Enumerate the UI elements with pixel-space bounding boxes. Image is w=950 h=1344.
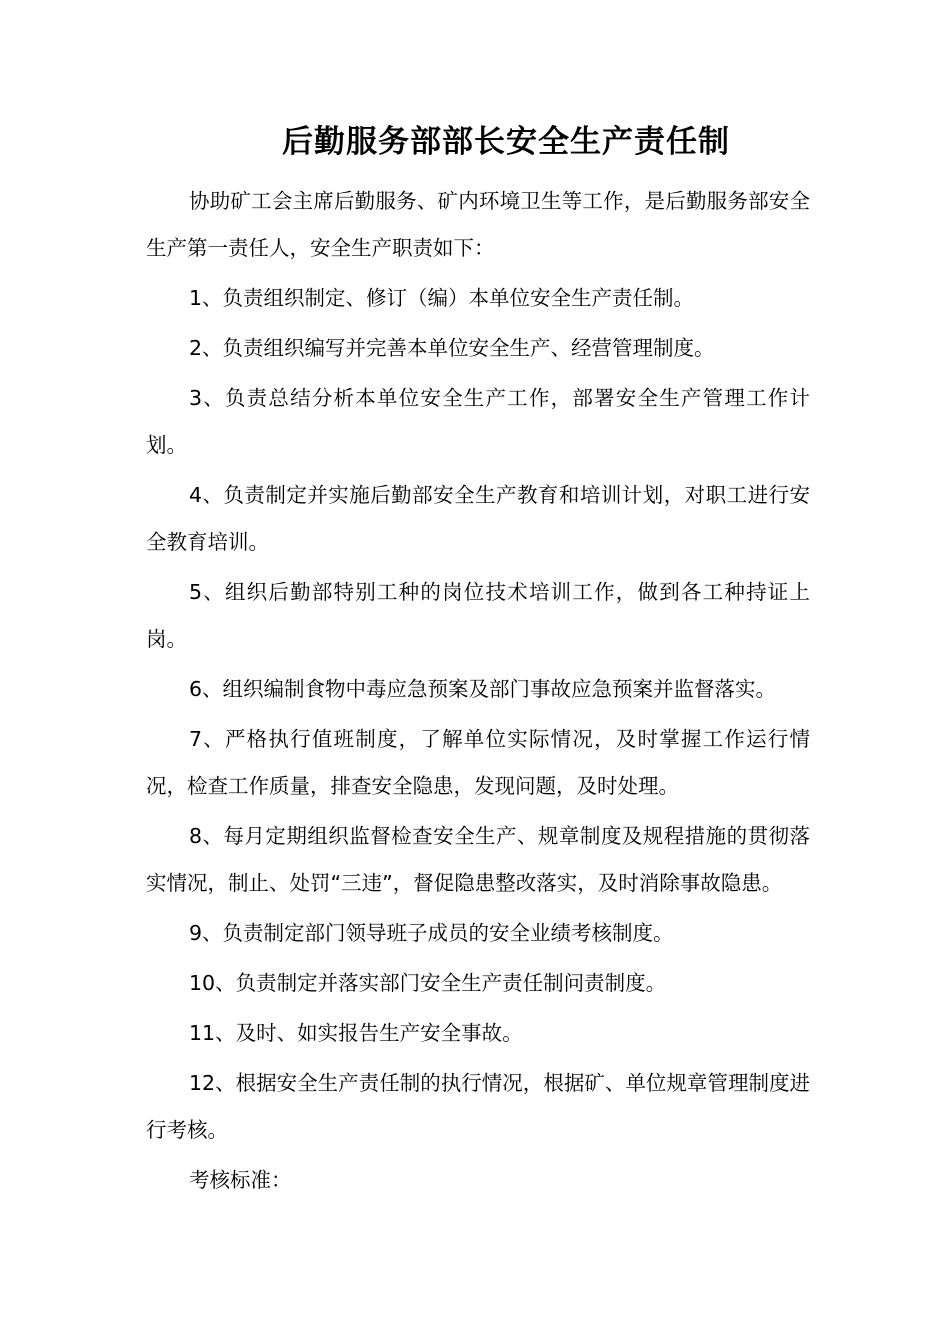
- duty-item-3: 3、负责总结分析本单位安全生产工作，部署安全生产管理工作计划。: [146, 386, 810, 457]
- duty-item-9: 9、负责制定部门领导班子成员的安全业绩考核制度。: [189, 921, 674, 945]
- duty-item-2: 2、负责组织编写并完善本单位安全生产、经营管理制度。: [189, 336, 715, 360]
- duty-item-10: 10、负责制定并落实部门安全生产责任制问责制度。: [189, 971, 667, 995]
- duty-item-5: 5、组织后勤部特别工种的岗位技术培训工作，做到各工种持证上岗。: [146, 580, 810, 651]
- document-body: [146, 178, 810, 1207]
- intro-paragraph: 协助矿工会主席后勤服务、矿内环境卫生等工作，是后勤服务部安全生产第一责任人，安全生产职责如下：: [146, 189, 810, 260]
- assessment-standard-heading: 考核标准：: [189, 1168, 292, 1192]
- duty-item-11: 11、及时、如实报告生产安全事故。: [189, 1021, 523, 1045]
- duty-item-7: 7、严格执行值班制度，了解单位实际情况，及时掌握工作运行情况，检查工作质量，排查安全隐患，发现问题，及时处理。: [146, 727, 810, 798]
- duty-item-8: 8、每月定期组织监督检查安全生产、规章制度及规程措施的贯彻落实情况，制止、处罚“三违”，督促隐患整改落实，及时消除事故隐患。: [146, 824, 810, 895]
- duty-item-4: 4、负责制定并实施后勤部安全生产教育和培训计划，对职工进行安全教育培训。: [146, 483, 810, 554]
- duty-item-6: 6、组织编制食物中毒应急预案及部门事故应急预案并监督落实。: [189, 677, 777, 701]
- duty-item-1: 1、负责组织制定、修订（编）本单位安全生产责任制。: [189, 286, 695, 310]
- duty-item-12: 12、根据安全生产责任制的执行情况，根据矿、单位规章管理制度进行考核。: [146, 1071, 810, 1142]
- document-title: 后勤服务部部长安全生产责任制: [282, 124, 730, 160]
